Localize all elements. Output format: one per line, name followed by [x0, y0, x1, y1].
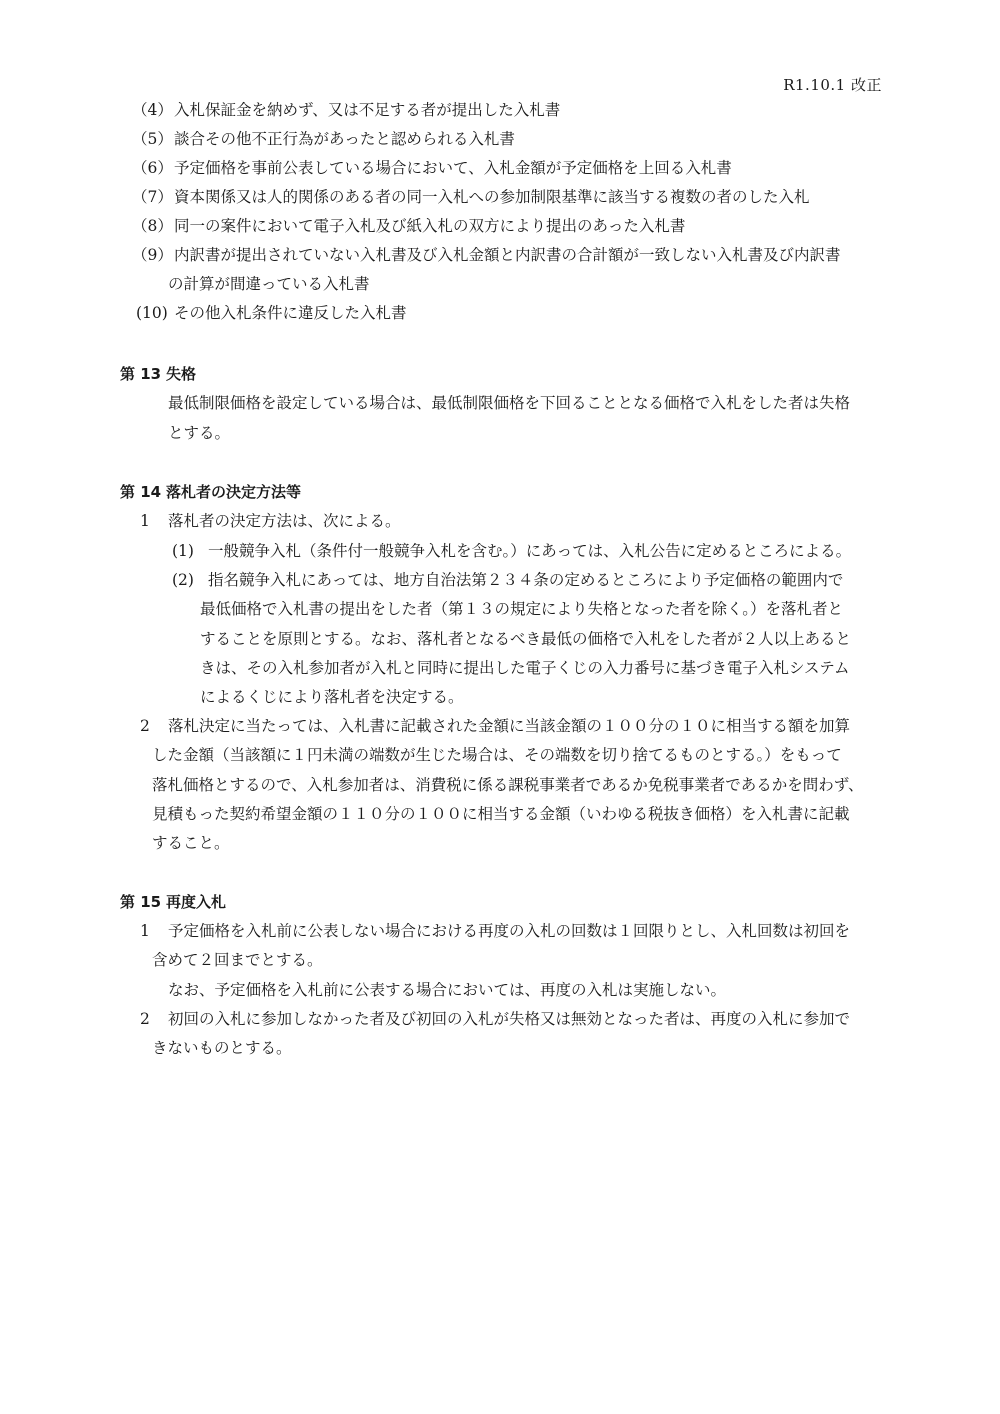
paragraph-line: 最低制限価格を設定している場合は、最低制限価格を下回ることとなる価格で入札をした者は失格	[168, 394, 851, 412]
section-number: 第 14	[120, 483, 162, 501]
paragraph-line: きないものとする。	[152, 1039, 292, 1057]
list-item-text: 内訳書が提出されていない入札書及び入札金額と内訳書の合計額が一致しない入札書及び内訳書	[174, 246, 841, 264]
list-item	[132, 100, 560, 120]
paragraph-text: 初回の入札に参加しなかった者及び初回の入札が失格又は無効となった者は、再度の入札に参加で	[168, 1010, 851, 1028]
section-number: 第 13	[120, 365, 162, 383]
list-item-continuation: の計算が間違っている入札書	[168, 275, 370, 293]
sub-item-text: 指名競争入札にあっては、地方自治法第２３４条の定めるところにより予定価格の範囲内で	[208, 571, 844, 589]
list-item-text: 予定価格を事前公表している場合において、入札金額が予定価格を上回る入札書	[174, 159, 732, 177]
paragraph-line	[140, 511, 401, 531]
section-title: 落札者の決定方法等	[166, 483, 302, 501]
list-item	[132, 158, 732, 178]
list-item-text: 入札保証金を納めず、又は不足する者が提出した入札書	[174, 101, 561, 119]
sub-item-line: 最低価格で入札書の提出をした者（第１３の規定により失格となった者を除く。）を落札者と	[200, 600, 843, 618]
list-item-text: 同一の案件において電子入札及び紙入札の双方により提出のあった入札書	[174, 217, 686, 235]
paragraph-line	[140, 921, 850, 941]
list-item-text: 談合その他不正行為があったと認められる入札書	[174, 130, 515, 148]
sub-item-text: 一般競争入札（条件付一般競争入札を含む。）にあっては、入札公告に定めるところによる。	[208, 542, 852, 560]
section-title: 失格	[166, 365, 197, 383]
paragraph-text: 落札決定に当たっては、入札書に記載された金額に当該金額の１００分の１０に相当する額を加算	[168, 717, 851, 735]
paragraph-line: 落札価格とするので、入札参加者は、消費税に係る課税事業者であるか免税事業者であるかを問わず、	[152, 776, 864, 794]
paragraph-line: とする。	[168, 424, 231, 442]
paragraph-line: なお、予定価格を入札前に公表する場合においては、再度の入札は実施しない。	[168, 981, 727, 999]
paragraph-line: した金額（当該額に１円未満の端数が生じた場合は、その端数を切り捨てるものとする。）をもって	[152, 746, 842, 764]
paragraph-text: 落札者の決定方法は、次による。	[168, 512, 401, 530]
list-item-number: （9）	[132, 246, 173, 264]
section-heading	[120, 892, 226, 912]
list-item	[132, 129, 515, 149]
list-item-number: （4）	[132, 101, 173, 119]
list-item-number: （7）	[132, 188, 173, 206]
paragraph-line	[140, 1009, 850, 1029]
paragraph-line	[140, 716, 850, 736]
sub-item-line: によるくじにより落札者を決定する。	[200, 688, 464, 706]
paragraph-number: 2	[140, 1010, 150, 1028]
paragraph-number: 1	[140, 512, 150, 530]
section-number: 第 15	[120, 893, 162, 911]
section-heading	[120, 364, 196, 384]
sub-item	[172, 541, 851, 561]
sub-item-line: きは、その入札参加者が入札と同時に提出した電子くじの入力番号に基づき電子入札システム	[200, 659, 850, 677]
list-item	[136, 303, 407, 323]
list-item-number: （6）	[132, 159, 173, 177]
sub-item-line: することを原則とする。なお、落札者となるべき最低の価格で入札をした者が２人以上あると	[200, 630, 852, 648]
list-item	[132, 245, 841, 265]
list-item-number: (10)	[136, 304, 168, 322]
section-title: 再度入札	[166, 893, 227, 911]
sub-item-number: (2)	[172, 571, 194, 589]
paragraph-number: 1	[140, 922, 150, 940]
paragraph-text: 予定価格を入札前に公表しない場合における再度の入札の回数は１回限りとし、入札回数は初回を	[168, 922, 851, 940]
sub-item-number: (1)	[172, 542, 194, 560]
list-item-text: その他入札条件に違反した入札書	[174, 304, 407, 322]
list-item-number: （8）	[132, 217, 173, 235]
list-item-number: （5）	[132, 130, 173, 148]
list-item	[132, 216, 685, 236]
list-item-text: 資本関係又は人的関係のある者の同一入札への参加制限基準に該当する複数の者のした入札	[174, 188, 810, 206]
paragraph-line: 含めて２回までとする。	[152, 951, 323, 969]
paragraph-line: すること。	[152, 834, 230, 852]
paragraph-line: 見積もった契約希望金額の１１０分の１００に相当する金額（いわゆる税抜き価格）を入札書に記載	[152, 805, 850, 823]
sub-item	[172, 570, 843, 590]
revision-note: R1.10.1 改正	[783, 76, 882, 94]
paragraph-number: 2	[140, 717, 150, 735]
section-heading	[120, 482, 301, 502]
list-item	[132, 187, 810, 207]
